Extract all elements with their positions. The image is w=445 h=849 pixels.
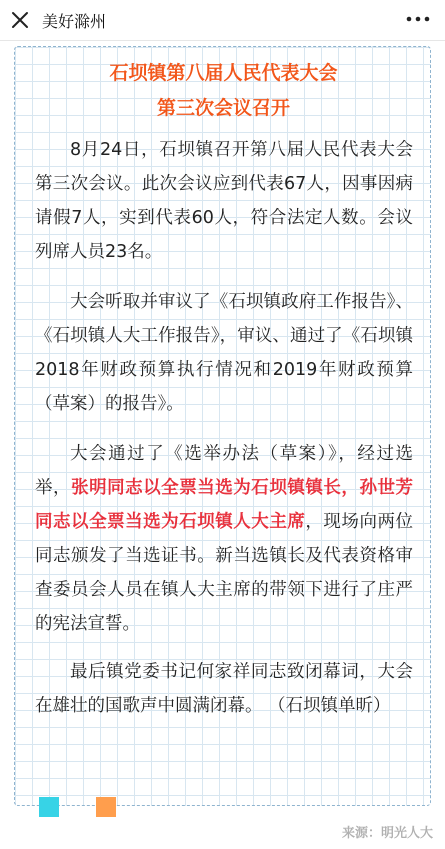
close-icon[interactable]	[10, 10, 30, 30]
page-title: 美好滁州	[42, 12, 107, 31]
decor-square-orange	[96, 797, 116, 817]
decor-square-cyan	[39, 797, 59, 817]
paragraph-3-end: ，现场向两位同志颁发了当选证书。新当选镇长及代表资格审查委员会人员在镇人大主席的带领下进行了庄严的宪法宣誓。	[35, 512, 413, 634]
paragraph-1: 8月24日，石坝镇召开第八届人民代表大会第三次会议。此次会议应到代表67人，因事因病请假7人，实到代表60人，符合法定人数。会议列席人员23名。	[35, 140, 413, 262]
election-highlight: 张明同志以全票当选为石坝镇镇长，孙世芳同志以全票当选为石坝镇人大主席	[35, 478, 414, 532]
article-card	[14, 46, 431, 806]
top-bar	[0, 0, 445, 41]
paragraph-3	[35, 437, 413, 641]
source-credit: 来源：明光人大	[341, 826, 433, 841]
headline-line2: 第三次会议召开	[156, 97, 290, 119]
paragraph-2: 大会听取并审议了《石坝镇政府工作报告》、《石坝镇人大工作报告》，审议、通过了《石坝镇2018年财政预算执行情况和2019年财政预算（草案）的报告》。	[35, 292, 413, 414]
paragraph-3-start: 大会通过了《选举办法（草案）》，经过选举，	[35, 444, 413, 498]
headline-line1: 石坝镇第八届人民代表大会	[109, 62, 338, 84]
more-dots-icon[interactable]	[405, 9, 431, 29]
paragraph-4: 最后镇党委书记何家祥同志致闭幕词，大会在雄壮的国歌声中圆满闭幕。 （石坝镇单昕）	[35, 662, 413, 716]
